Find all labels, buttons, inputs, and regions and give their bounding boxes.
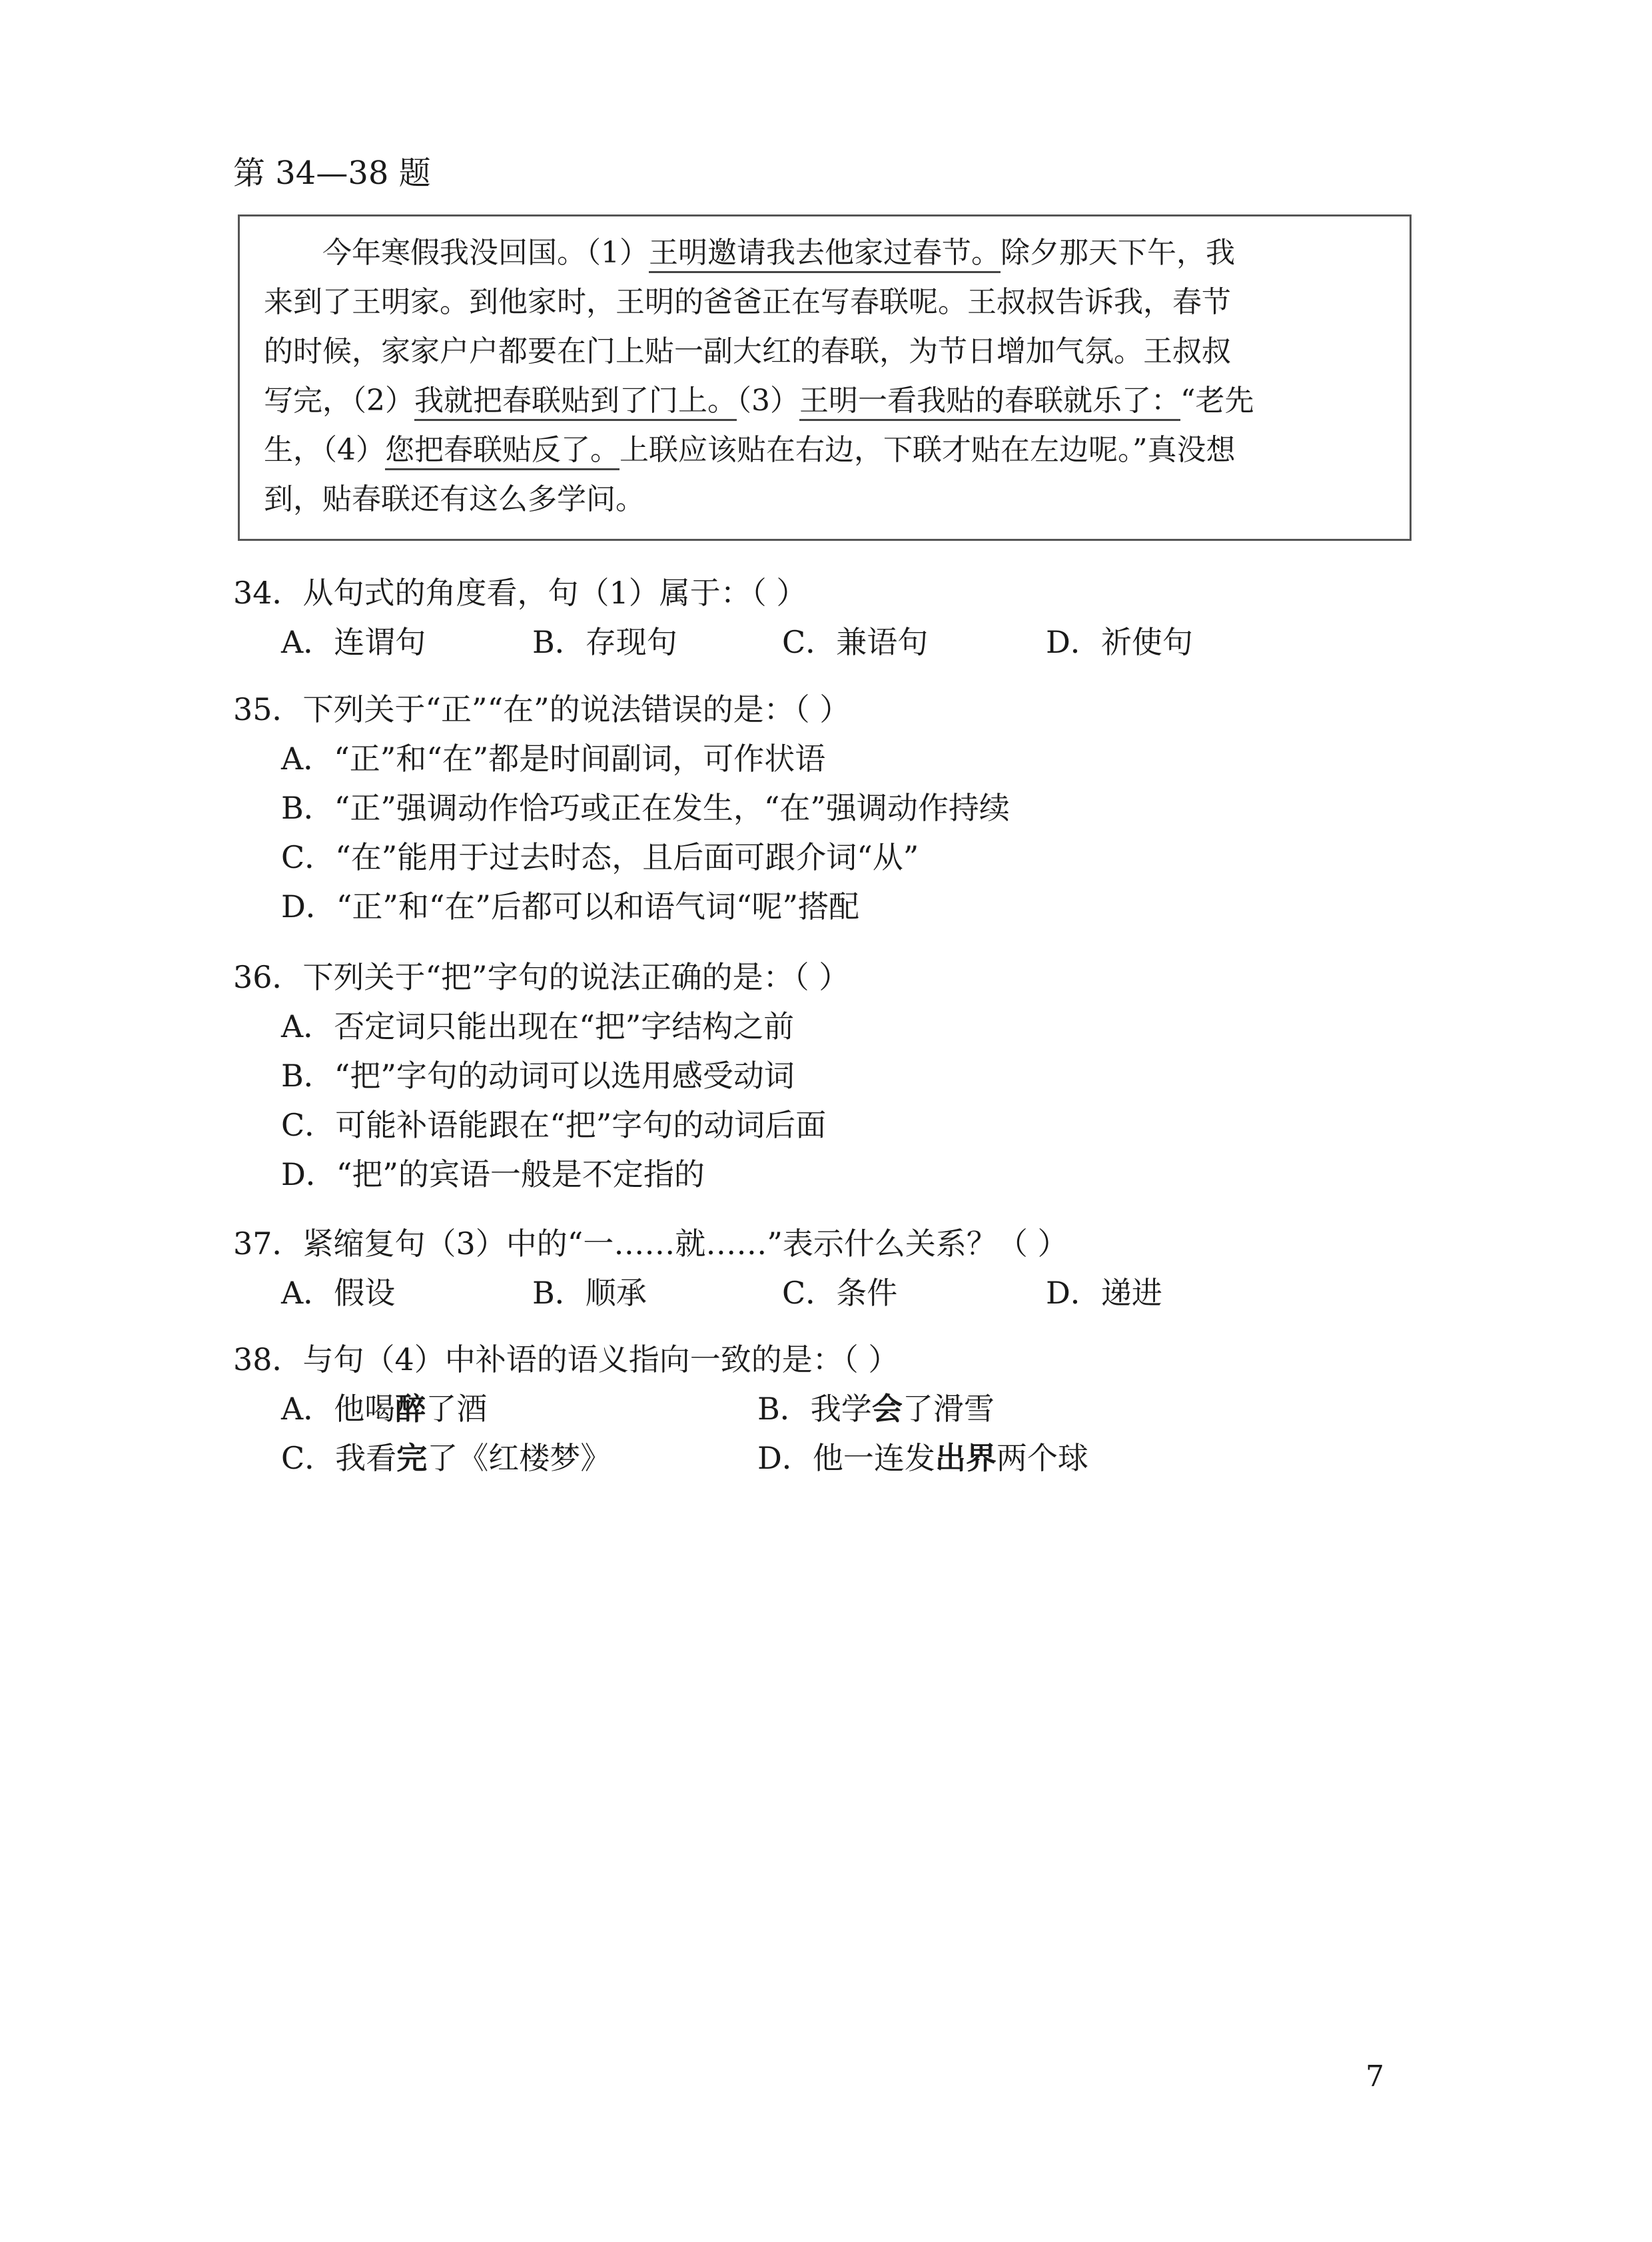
option-c[interactable]: C．“在”能用于过去时态，且后面可跟介词“从” xyxy=(281,839,919,875)
underlined-sentence-4: 您把春联贴反了。 xyxy=(385,433,620,470)
passage-text: 今年寒假我没回国。（1） xyxy=(322,236,649,270)
underlined-sentence-1: 王明邀请我去他家过春节。 xyxy=(649,236,1001,273)
page-number: 7 xyxy=(1366,2059,1384,2093)
complement-word: 醉 xyxy=(395,1391,426,1427)
question-34 xyxy=(233,569,1193,668)
option-text: 了滑雪 xyxy=(902,1391,995,1427)
option-b[interactable]: B．“把”字句的动词可以选用感受动词 xyxy=(281,1058,795,1094)
option-b[interactable]: B．存现句 xyxy=(532,624,677,660)
option-text: B．我学 xyxy=(757,1391,872,1427)
underlined-sentence-2: 我就把春联贴到了门上。 xyxy=(414,384,737,421)
complement-word: 出界 xyxy=(935,1440,997,1476)
option-d[interactable]: D．“正”和“在”后都可以和语气词“呢”搭配 xyxy=(281,889,859,925)
option-c[interactable]: C．兼语句 xyxy=(782,624,929,660)
reading-passage-box xyxy=(238,214,1412,541)
question-36 xyxy=(233,954,849,1200)
option-d[interactable]: D．“把”的宾语一般是不定指的 xyxy=(281,1156,705,1192)
option-c[interactable] xyxy=(281,1435,611,1481)
passage-line-6 xyxy=(264,475,1386,524)
passage-line-2 xyxy=(264,278,1386,327)
complement-word: 会 xyxy=(871,1391,903,1427)
option-text: 了酒 xyxy=(426,1391,488,1427)
question-stem: 35．下列关于“正”“在”的说法错误的是：（ ） xyxy=(233,691,851,727)
passage-text: 除夕那天下午，我 xyxy=(1001,236,1235,270)
question-37 xyxy=(233,1220,1162,1319)
question-stem: 38．与句（4）中补语的语义指向一致的是：（ ） xyxy=(233,1341,899,1377)
option-b[interactable]: B．“正”强调动作恰巧或正在发生，“在”强调动作持续 xyxy=(281,790,1010,826)
passage-text: “老先 xyxy=(1180,384,1254,418)
passage-text: （3） xyxy=(737,384,799,418)
complement-word: 完 xyxy=(396,1440,428,1476)
option-c[interactable]: C．可能补语能跟在“把”字句的动词后面 xyxy=(281,1107,827,1143)
option-a[interactable]: A．“正”和“在”都是时间副词，可作状语 xyxy=(281,741,826,777)
option-b[interactable] xyxy=(757,1385,995,1432)
section-title: 第 34—38 题 xyxy=(233,155,431,192)
question-38 xyxy=(233,1336,1088,1484)
passage-text: 写完，（2） xyxy=(264,384,414,418)
passage-text: 到，贴春联还有这么多学问。 xyxy=(264,482,645,516)
question-stem: 37．紧缩复句（3）中的“一……就……”表示什么关系？（ ） xyxy=(233,1226,1068,1262)
options-row-2 xyxy=(281,1435,1088,1484)
passage-text: 生，（4） xyxy=(264,433,385,467)
passage-line-5 xyxy=(264,426,1386,475)
options-row-1 xyxy=(281,1385,995,1435)
option-text: 了《红楼梦》 xyxy=(427,1440,612,1476)
question-stem: 34．从句式的角度看，句（1）属于：（ ） xyxy=(233,575,807,611)
options-row xyxy=(281,619,1193,668)
option-b[interactable]: B．顺承 xyxy=(532,1275,647,1311)
passage-text: 来到了王明家。到他家时，王明的爸爸正在写春联呢。王叔叔告诉我，春节 xyxy=(264,285,1231,319)
underlined-sentence-3: 王明一看我贴的春联就乐了： xyxy=(799,384,1180,421)
option-c[interactable]: C．条件 xyxy=(782,1275,898,1311)
option-text: C．我看 xyxy=(281,1440,397,1476)
question-stem: 36．下列关于“把”字句的说法正确的是：（ ） xyxy=(233,959,850,995)
option-a[interactable]: A．连谓句 xyxy=(281,624,426,660)
passage-line-1 xyxy=(264,228,1386,278)
passage-text: 上联应该贴在右边，下联才贴在左边呢。”真没想 xyxy=(620,433,1236,467)
question-35 xyxy=(233,686,1010,933)
passage-line-4 xyxy=(264,376,1386,426)
passage-text: 的时候，家家户户都要在门上贴一副大红的春联，为节日增加气氛。王叔叔 xyxy=(264,334,1231,368)
option-a[interactable]: A．否定词只能出现在“把”字结构之前 xyxy=(281,1008,795,1044)
option-d[interactable] xyxy=(757,1435,1088,1481)
option-d[interactable]: D．祈使句 xyxy=(1046,624,1193,660)
option-text: D．他一连发 xyxy=(757,1440,935,1476)
option-text: A．他喝 xyxy=(281,1391,396,1427)
passage-line-3 xyxy=(264,327,1386,376)
option-a[interactable]: A．假设 xyxy=(281,1275,396,1311)
option-d[interactable]: D．递进 xyxy=(1046,1275,1162,1311)
option-text: 两个球 xyxy=(996,1440,1088,1476)
options-row xyxy=(281,1270,1162,1319)
option-a[interactable] xyxy=(281,1385,487,1432)
